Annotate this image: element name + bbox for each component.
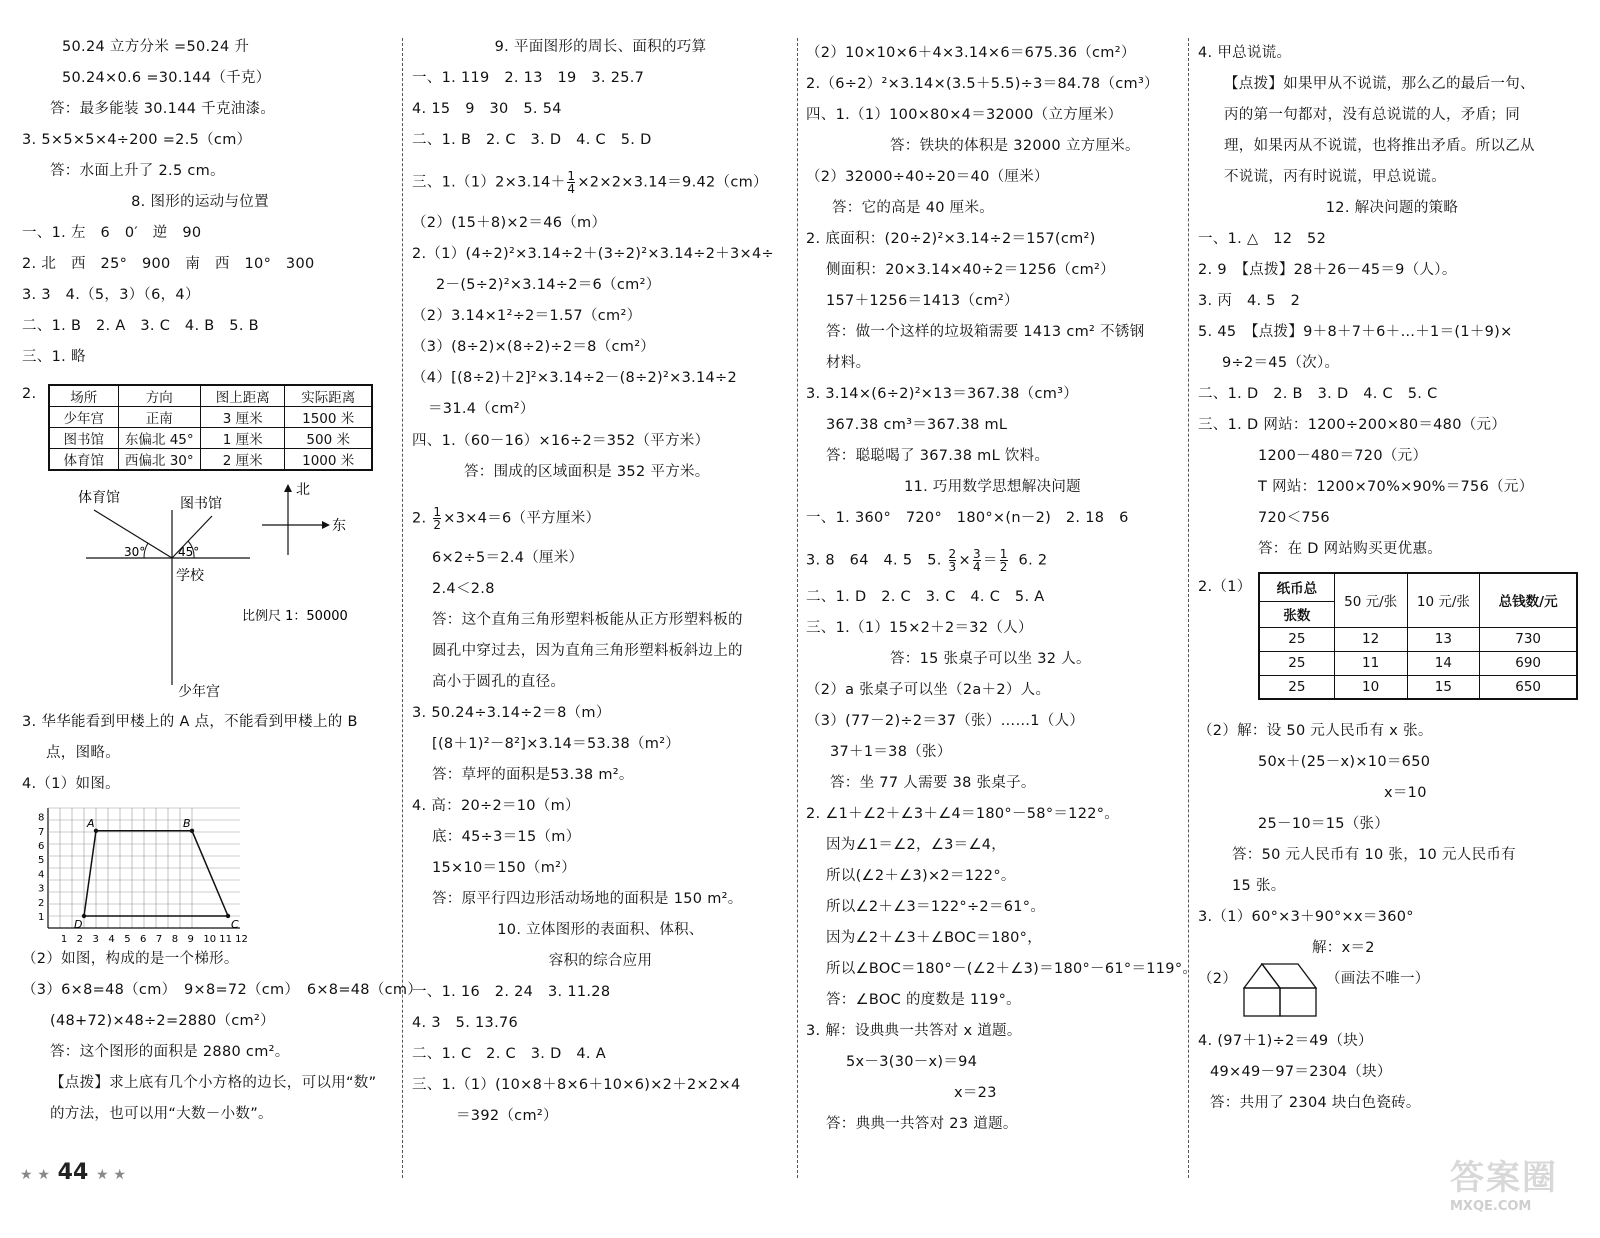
answer-line: 答：草坪的面积是53.38 m²。 xyxy=(432,767,634,783)
answer-line: 答：做一个这样的垃圾箱需要 1413 cm² 不锈钢 xyxy=(826,324,1145,340)
text-line: (48+72)×48÷2=2880（cm²） xyxy=(50,1013,275,1029)
text-line: 解：x＝2 xyxy=(1312,940,1375,956)
text-line: 3. 华华能看到甲楼上的 A 点，不能看到甲楼上的 B xyxy=(22,714,358,730)
formula-line: 2. $\frac{1}{2}$ ×3×4＝6（平方厘米） xyxy=(412,505,601,532)
text-line: 点，图略。 xyxy=(46,745,120,761)
text-line: 三、1.（1）(10×8＋8×6＋10×6)×2＋2×2×4 xyxy=(412,1077,741,1093)
label-east: 东 xyxy=(332,518,346,534)
table-cell: 1500 米 xyxy=(285,407,372,428)
y-tick-label: 2 xyxy=(38,897,45,909)
star-icon: ★ ★ xyxy=(95,1167,126,1183)
fraction-quarter: $\frac{1}{4}$ xyxy=(567,169,576,196)
hint-line: 不说谎，丙有时说谎，甲总说谎。 xyxy=(1224,169,1446,185)
east-arrow-icon xyxy=(322,521,330,529)
hint-line: 理，如果丙从不说谎，也将推出矛盾。所以乙从 xyxy=(1224,138,1535,154)
text-line: 4. 3 5. 13.76 xyxy=(412,1015,519,1031)
text-line: 一、1. 16 2. 24 3. 11.28 xyxy=(412,984,611,1000)
formula-line: 3. 8 64 4. 5 5. $\frac{2}{3}$ × $\frac{3}{4}$ ＝ $\frac{1}{2}$ 6. 2 xyxy=(806,547,1048,574)
text-line: 侧面积：20×3.14×40÷2＝1256（cm²） xyxy=(826,262,1115,278)
text-line: 因为∠2＋∠3＋∠BOC＝180°， xyxy=(826,930,1043,946)
text-line: 720＜756 xyxy=(1258,510,1330,526)
table-cell: 11 xyxy=(1334,651,1407,675)
formula-part: ×2×2×3.14＝9.42（cm） xyxy=(577,174,768,191)
question-number: 2. xyxy=(22,386,37,402)
text-line: 2.4＜2.8 xyxy=(432,581,495,597)
x-tick-label: 4 xyxy=(108,934,115,945)
text-line: [(8＋1)²－8²]×3.14＝53.38（m²） xyxy=(432,736,681,752)
y-tick-label: 6 xyxy=(38,841,45,852)
table-cell: 东偏北 45° xyxy=(118,428,201,449)
section-title: 8. 图形的运动与位置 xyxy=(131,194,269,210)
point-c-label: C xyxy=(231,918,239,931)
formula-part: 6. 2 xyxy=(1018,552,1048,569)
table-header: 场所 xyxy=(49,385,118,407)
table-header: 总钱数/元 xyxy=(1480,573,1577,627)
triangle-shape xyxy=(1244,964,1280,988)
table-cell: 690 xyxy=(1480,651,1577,675)
formula-part: ×3×4＝6（平方厘米） xyxy=(443,510,601,527)
answer-line: 圆孔中穿过去，因为直角三角形塑料板斜边上的 xyxy=(432,643,743,659)
table-cell: 体育馆 xyxy=(49,449,118,471)
page-number: 44 xyxy=(57,1160,89,1185)
answer-line: 答：水面上升了 2.5 cm。 xyxy=(50,163,225,179)
direction-map xyxy=(60,480,380,700)
text-line: ＝392（cm²） xyxy=(456,1108,558,1124)
star-icon: ★ ★ xyxy=(20,1167,50,1183)
table-cell: 西偏北 30° xyxy=(118,449,201,471)
text-line: 37＋1＝38（张） xyxy=(830,744,952,760)
column-4 xyxy=(1192,0,1600,1210)
table-cell: 500 米 xyxy=(285,428,372,449)
text-line: 所以∠2＋∠3＝122°÷2＝61°。 xyxy=(826,899,1046,915)
text-line: 2. 北 西 25° 900 南 西 10° 300 xyxy=(22,256,315,272)
text-line: 一、1. △ 12 52 xyxy=(1198,231,1327,247)
answer-line: 答：在 D 网站购买更优惠。 xyxy=(1258,541,1443,557)
table-header: 10 元/张 xyxy=(1407,573,1480,627)
text-line: （2） xyxy=(1198,971,1238,987)
x-tick-label: 12 xyxy=(235,934,248,945)
answer-line: 答：典典一共答对 23 道题。 xyxy=(826,1116,1018,1132)
text-line: 3.（1）60°×3＋90°×x＝360° xyxy=(1198,909,1414,925)
text-line: （3）(77－2)÷2＝37（张）……1（人） xyxy=(806,713,1085,729)
label-school: 学校 xyxy=(176,568,204,584)
text-line: （2）3.14×1²÷2＝1.57（cm²） xyxy=(412,308,642,324)
text-line: （2）解：设 50 元人民币有 x 张。 xyxy=(1198,723,1433,739)
column-2 xyxy=(406,0,795,1210)
answer-line: 高小于圆孔的直径。 xyxy=(432,674,566,690)
text-line: 3. 3.14×(6÷2)²×13＝367.38（cm³） xyxy=(806,386,1079,402)
text-line: 5. 45 【点拨】9＋8＋7＋6＋…＋1＝(1＋9)× xyxy=(1198,324,1513,340)
text-line: 三、1. D 网站：1200÷200×80＝480（元） xyxy=(1198,417,1507,433)
text-line: 所以(∠2＋∠3)×2＝122°。 xyxy=(826,868,1016,884)
formula-part: 三、1.（1）2×3.14＋ xyxy=(412,174,566,191)
table-cell: 14 xyxy=(1407,651,1480,675)
table-cell: 15 xyxy=(1407,675,1480,699)
x-tick-label: 8 xyxy=(171,934,179,945)
text-line: 二、1. B 2. A 3. C 4. B 5. B xyxy=(22,318,259,334)
label-angle-45: 45° xyxy=(178,545,200,559)
fraction-half: $\frac{1}{2}$ xyxy=(433,505,442,532)
label-scale: 比例尺 1：50000 xyxy=(242,609,348,624)
text-line: x＝10 xyxy=(1384,785,1427,801)
answer-line: 答：围成的区域面积是 352 平方米。 xyxy=(464,464,710,480)
x-tick-label: 6 xyxy=(140,934,147,945)
text-line: 2.（1）(4÷2)²×3.14÷2＋(3÷2)²×3.14÷2＋3×4÷ xyxy=(412,246,774,262)
text-line: 4. 高：20÷2＝10（m） xyxy=(412,798,580,814)
text-line: 二、1. D 2. C 3. C 4. C 5. A xyxy=(806,589,1045,605)
text-line: 25－10＝15（张） xyxy=(1258,816,1390,832)
table-header: 实际距离 xyxy=(285,385,372,407)
text-line: 所以∠BOC＝180°－(∠2＋∠3)＝180°－61°＝119°。 xyxy=(826,961,1198,977)
text-line: 367.38 cm³＝367.38 mL xyxy=(826,417,1008,433)
fraction: $\frac{1}{2}$ xyxy=(999,547,1008,574)
x-tick-label: 7 xyxy=(155,934,163,945)
text-line: 2. ∠1＋∠2＋∠3＋∠4＝180°－58°＝122°。 xyxy=(806,806,1120,822)
answer-line: 答：铁块的体积是 32000 立方厘米。 xyxy=(890,138,1140,154)
answer-line: 材料。 xyxy=(826,355,871,371)
label-angle-30: 30° xyxy=(124,545,146,559)
section-title: 11. 巧用数学思想解决问题 xyxy=(904,479,1081,495)
text-line: 三、1. 略 xyxy=(22,349,86,365)
answer-line: 答：坐 77 人需要 38 张桌子。 xyxy=(830,775,1036,791)
text-line: （3）6×8=48（cm） 9×8=72（cm） 6×8=48（cm） xyxy=(22,982,423,998)
roof-shape xyxy=(1262,964,1316,988)
text-line: （2）(15＋8)×2＝46（m） xyxy=(412,215,607,231)
point-b-label: B xyxy=(183,816,191,830)
x-tick-label: 11 xyxy=(219,934,232,945)
text-line: 49×49－97＝2304（块） xyxy=(1210,1064,1392,1080)
text-line: 四、1.（60－16）×16÷2＝352（平方米） xyxy=(412,433,710,449)
table-cell: 12 xyxy=(1334,627,1407,651)
table-cell: 图书馆 xyxy=(49,428,118,449)
answer-line: 答：最多能装 30.144 千克油漆。 xyxy=(50,101,276,117)
question-number: 2.（1） xyxy=(1198,579,1252,595)
text-line: 2. 9 【点拨】28＋26－45＝9（人）。 xyxy=(1198,262,1457,278)
fraction: $\frac{2}{3}$ xyxy=(948,547,957,574)
answer-line: 答：15 张桌子可以坐 32 人。 xyxy=(890,651,1091,667)
y-tick-label: 8 xyxy=(38,812,45,824)
watermark-logo: 答案圈 xyxy=(1450,1158,1558,1198)
text-line: 2. 底面积：(20÷2)²×3.14÷2＝157(cm²) xyxy=(806,231,1096,247)
table-header: 50 元/张 xyxy=(1334,573,1407,627)
text-line: 6×2÷5＝2.4（厘米） xyxy=(432,550,584,566)
formula-line xyxy=(412,170,768,195)
text-line: 50.24×0.6 =30.144（千克） xyxy=(62,70,271,86)
watermark-url: MXQE.COM xyxy=(1450,1199,1532,1214)
text-line: 四、1.（1）100×80×4＝32000（立方厘米） xyxy=(806,107,1123,123)
text-line: （4）[(8÷2)＋2]²×3.14÷2－(8÷2)²×3.14÷2 xyxy=(412,370,738,386)
text-line: 一、1. 360° 720° 180°×(n－2) 2. 18 6 xyxy=(806,510,1129,526)
answer-line: 答：50 元人民币有 10 张，10 元人民币有 xyxy=(1232,847,1516,863)
text-line: （3）(8÷2)×(8÷2)÷2＝8（cm²） xyxy=(412,339,656,355)
x-tick-label: 9 xyxy=(187,934,194,945)
table-cell: 少年宫 xyxy=(49,407,118,428)
text-line: 二、1. D 2. B 3. D 4. C 5. C xyxy=(1198,386,1438,402)
table-cell: 25 xyxy=(1259,675,1334,699)
text-line: 4.（1）如图。 xyxy=(22,776,120,792)
y-tick-label: 5 xyxy=(38,855,45,867)
text-line: 4. (97＋1)÷2＝49（块） xyxy=(1198,1033,1373,1049)
x-tick-label: 10 xyxy=(203,934,217,945)
label-youth-palace: 少年宫 xyxy=(178,684,220,700)
x-tick-label: 1 xyxy=(60,934,68,945)
text-line: 3. 解：设典典一共答对 x 道题。 xyxy=(806,1023,1022,1039)
table-header: 图上距离 xyxy=(201,385,285,407)
table-cell: 25 xyxy=(1259,651,1334,675)
hint-line: 【点拨】求上底有几个小方格的边长，可以用“数” xyxy=(50,1075,377,1091)
house-figure xyxy=(1242,958,1322,1020)
table-cell: 1 厘米 xyxy=(201,428,285,449)
x-tick-label: 3 xyxy=(92,934,99,945)
text-line: （2）10×10×6＋4×3.14×6＝675.36（cm²） xyxy=(806,45,1136,61)
text-line: （画法不唯一） xyxy=(1326,971,1430,987)
table-cell: 650 xyxy=(1480,675,1577,699)
grid-lines xyxy=(48,808,240,928)
text-line: 一、1. 119 2. 13 19 3. 25.7 xyxy=(412,70,645,86)
table-header: 纸币总 xyxy=(1259,573,1334,601)
text-line: 3. 3 4.（5，3）（6，4） xyxy=(22,287,200,303)
text-line: 15×10＝150（m²） xyxy=(432,860,577,876)
y-axis-ticks xyxy=(38,813,44,923)
banknote-table xyxy=(1258,572,1578,700)
text-line: 3. 5×5×5×4÷200 =2.5（cm） xyxy=(22,132,252,148)
text-line: （2）a 张桌子可以坐（2a＋2）人。 xyxy=(806,682,1051,698)
column-3 xyxy=(800,0,1198,1210)
answer-line: 15 张。 xyxy=(1232,878,1286,894)
text-line: 9÷2＝45（次）。 xyxy=(1222,355,1340,371)
section-title: 容积的综合应用 xyxy=(548,953,653,969)
text-line: （2）如图，构成的是一个梯形。 xyxy=(22,951,239,967)
text-line: 4. 甲总说谎。 xyxy=(1198,45,1292,61)
hint-line: 的方法，也可以用“大数－小数”。 xyxy=(50,1106,273,1122)
x-tick-label: 2 xyxy=(76,934,84,945)
y-tick-label: 1 xyxy=(38,912,45,923)
table-cell: 正南 xyxy=(118,407,201,428)
label-north: 北 xyxy=(296,482,310,498)
text-line: 5x－3(30－x)＝94 xyxy=(846,1054,978,1070)
answer-line: 答：共用了 2304 块白色瓷砖。 xyxy=(1210,1095,1421,1111)
text-line: x＝23 xyxy=(954,1085,997,1101)
x-tick-label: 5 xyxy=(124,934,131,945)
text-line: 底：45÷3＝15（m） xyxy=(432,829,581,845)
text-line: 二、1. B 2. C 3. D 4. C 5. D xyxy=(412,132,652,148)
table-cell: 10 xyxy=(1334,675,1407,699)
y-tick-label: 4 xyxy=(38,869,45,881)
hint-line: 【点拨】如果甲从不说谎，那么乙的最后一句、 xyxy=(1224,76,1535,92)
text-line: 157＋1256＝1413（cm²） xyxy=(826,293,1019,309)
answer-line: 答：聪聪喝了 367.38 mL 饮料。 xyxy=(826,448,1050,464)
y-tick-label: 7 xyxy=(38,826,45,838)
answer-line: 答：这个图形的面积是 2880 cm²。 xyxy=(50,1044,290,1060)
table-cell: 2 厘米 xyxy=(201,449,285,471)
table-cell: 730 xyxy=(1480,627,1577,651)
grid-point xyxy=(226,914,230,918)
square-shape xyxy=(1280,988,1316,1016)
table-cell: 3 厘米 xyxy=(201,407,285,428)
watermark xyxy=(1450,1150,1590,1230)
table-header: 张数 xyxy=(1259,601,1334,627)
text-line: 2－(5÷2)²×3.14÷2＝6（cm²） xyxy=(436,277,661,293)
section-title: 10. 立体图形的表面积、体积、 xyxy=(497,922,704,938)
table-header: 方向 xyxy=(118,385,201,407)
section-title: 9. 平面图形的周长、面积的巧算 xyxy=(494,39,707,55)
text-line: 因为∠1＝∠2，∠3＝∠4， xyxy=(826,837,1007,853)
page-footer xyxy=(20,1160,126,1190)
text-line: ＝31.4（cm²） xyxy=(428,401,535,417)
text-line: 50.24 立方分米 =50.24 升 xyxy=(62,39,250,55)
answer-line: 答：它的高是 40 厘米。 xyxy=(832,200,995,216)
square-shape xyxy=(1244,988,1280,1016)
point-d-label: D xyxy=(74,918,83,931)
direction-table xyxy=(48,384,373,471)
text-line: 二、1. C 2. C 3. D 4. A xyxy=(412,1046,606,1062)
answer-line: 答：∠BOC 的度数是 119°。 xyxy=(826,992,1021,1008)
text-line: （2）32000÷40÷20＝40（厘米） xyxy=(806,169,1049,185)
point-a-label: A xyxy=(87,816,95,830)
text-line: 三、1.（1）15×2＋2＝32（人） xyxy=(806,620,1033,636)
text-line: T 网站：1200×70%×90%＝756（元） xyxy=(1258,479,1534,495)
answer-line: 答：这个直角三角形塑料板能从正方形塑料板的 xyxy=(432,612,743,628)
north-arrow-icon xyxy=(284,484,292,492)
label-gym: 体育馆 xyxy=(78,490,120,506)
column-1 xyxy=(0,0,423,1210)
x-axis-ticks xyxy=(61,934,248,945)
section-title: 12. 解决问题的策略 xyxy=(1325,200,1459,216)
text-line: 4. 15 9 30 5. 54 xyxy=(412,101,562,117)
text-line: 50x＋(25－x)×10＝650 xyxy=(1258,754,1431,770)
text-line: 1200－480＝720（元） xyxy=(1258,448,1428,464)
table-cell: 1000 米 xyxy=(285,449,372,471)
formula-part: 3. 8 64 4. 5 5. xyxy=(806,552,942,569)
table-cell: 13 xyxy=(1407,627,1480,651)
hint-line: 丙的第一句都对，没有总说谎的人，矛盾；同 xyxy=(1224,107,1520,123)
text-line: 一、1. 左 6 0′ 逆 90 xyxy=(22,225,202,241)
y-tick-label: 3 xyxy=(38,883,45,895)
table-cell: 25 xyxy=(1259,627,1334,651)
answer-line: 答：原平行四边形活动场地的面积是 150 m²。 xyxy=(432,891,743,907)
label-library: 图书馆 xyxy=(180,496,222,512)
coordinate-grid xyxy=(38,800,263,952)
fraction: $\frac{3}{4}$ xyxy=(972,547,981,574)
text-line: 2.（6÷2）²×3.14×(3.5＋5.5)÷3＝84.78（cm³） xyxy=(806,76,1159,92)
text-line: 3. 丙 4. 5 2 xyxy=(1198,293,1301,309)
text-line: 3. 50.24÷3.14÷2＝8（m） xyxy=(412,705,611,721)
